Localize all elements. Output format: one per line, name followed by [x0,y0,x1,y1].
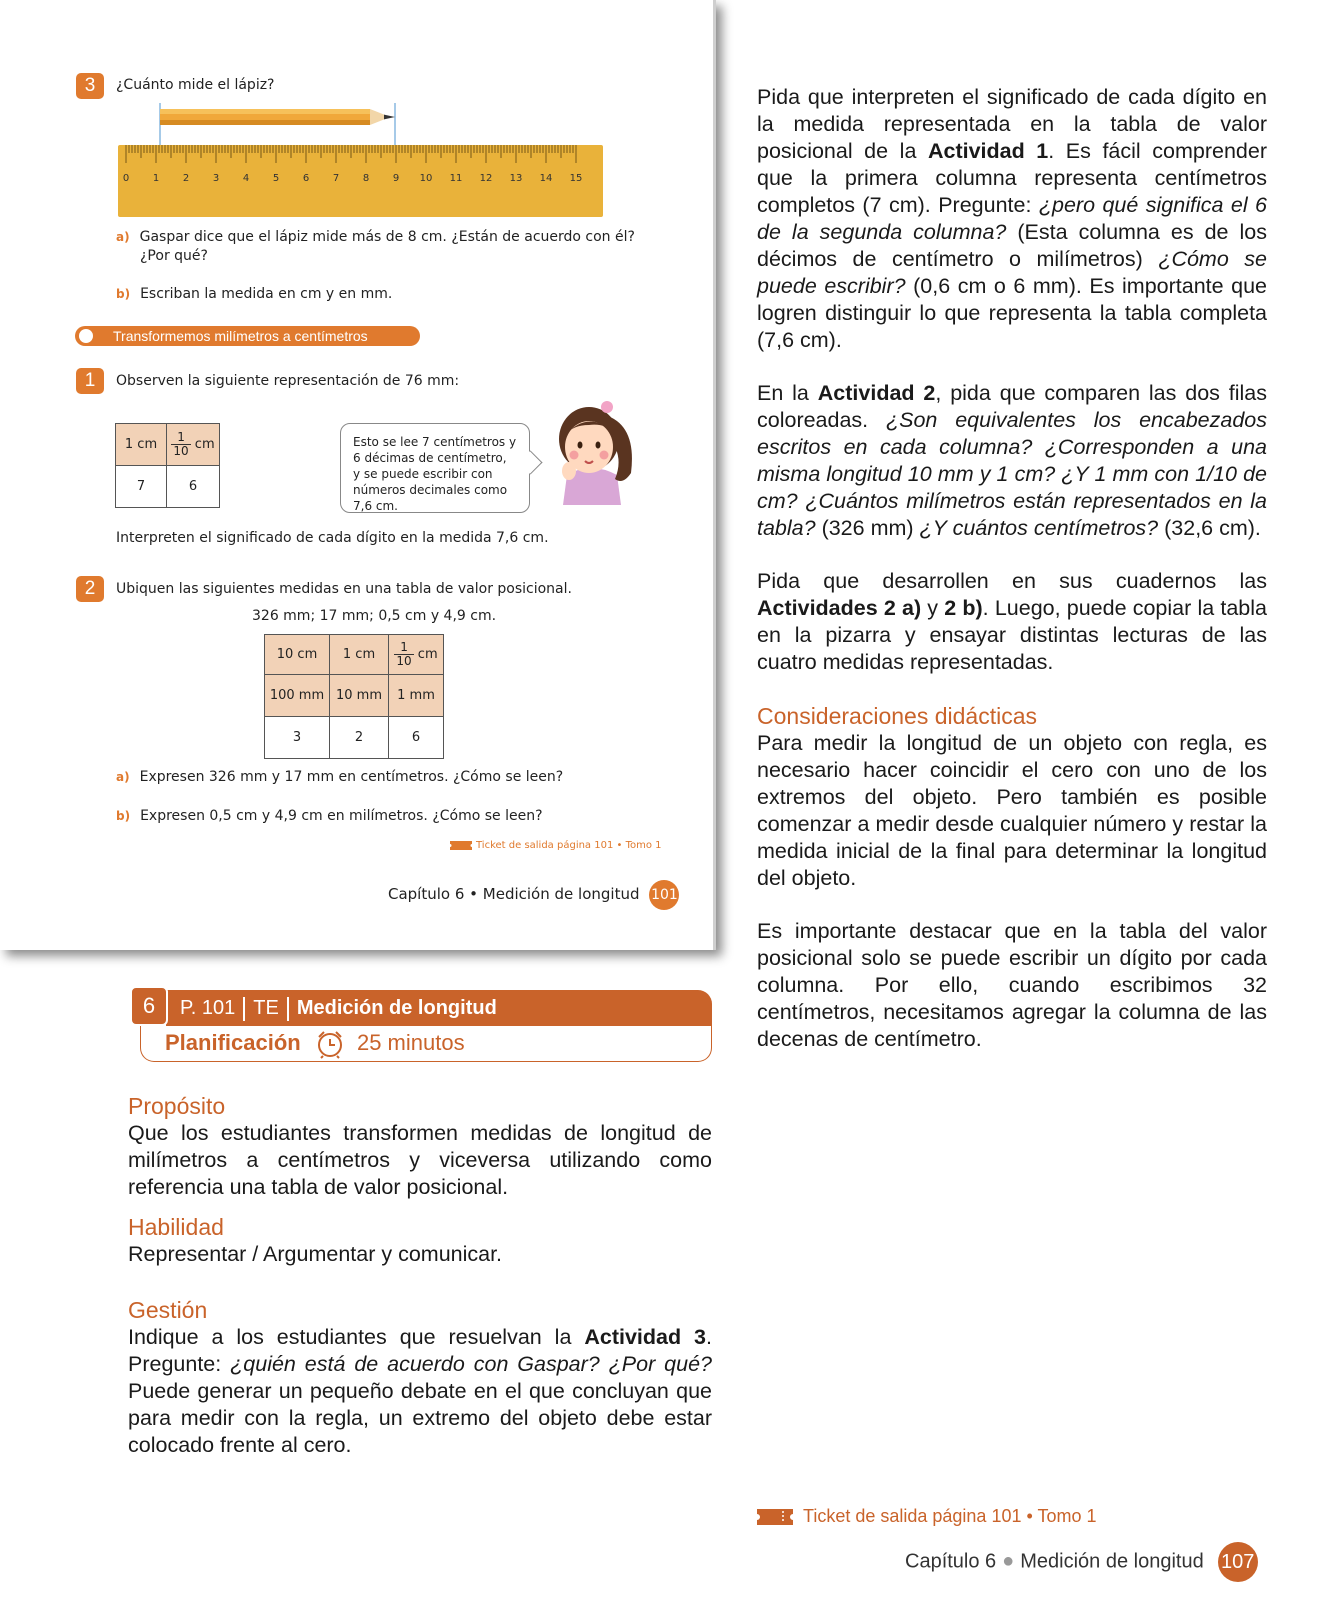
activity-2a-text: Expresen 326 mm y 17 mm en centímetros. ¿Cómo se leen? [139,769,564,785]
text-run: Puede generar un pequeño debate en el que concluyan que para medir con la regla, un extremo del objeto debe estar colocado frente al cero. [128,1379,712,1457]
paragraph-4: Para medir la longitud de un objeto con regla, es necesario hacer coincidir el cero con uno de los extremos del objeto. Pero también es posible comenzar a medir desde cualquier número y restar la medida inicial de la final para determinar la longitud del objeto. [757,731,1267,890]
alarm-clock-icon [315,1029,345,1059]
planning-label: Planificación [165,1030,301,1055]
table-header-cell: 10 cm [265,635,330,675]
paragraph-1 [757,84,1267,354]
table-cell: 6 [389,717,444,759]
speech-bubble: Esto se lee 7 centímetros y 6 décimas de centímetro, y se puede escribir con números decimales como 7,6 cm. [340,423,530,513]
table-header-cell: 1 cm [330,635,389,675]
bullet-icon: ● [1002,1550,1015,1573]
activity-2b-text: Expresen 0,5 cm y 4,9 cm en milímetros. ¿Cómo se leen? [140,808,543,824]
ruler [118,145,603,217]
fraction-unit: cm [194,437,215,452]
bold-run: 2 b) [944,596,983,620]
section-title [75,326,420,346]
table-header-cell: 10 mm [330,675,389,717]
page-number: 107 [1218,1542,1258,1582]
activity-1-badge: 1 [76,368,104,394]
ruler-tick-label: 8 [362,173,370,184]
text-run: . Pregunte: [128,1325,712,1376]
bold-run: Actividad 1 [927,139,1049,163]
bold-run: Actividades 2 a) [757,596,922,620]
gestion-text [128,1324,712,1459]
student-page-thumbnail [0,0,716,950]
ticket-text: Ticket de salida página 101 • Tomo 1 [803,1506,1097,1526]
fraction-denominator: 10 [396,654,412,668]
text-run: (32,6 cm). [1158,516,1261,540]
section-title-text: Transformemos milímetros a centímetros [113,328,368,344]
table-cell: 7 [116,466,167,508]
text-run: . Luego, puede copiar la tabla en la pizarra y ensayar distintas lecturas de las cuatro medidas representadas. [757,596,1267,674]
ruler-tick-label: 7 [332,173,340,184]
italic-run: ¿Y cuántos centímetros? [919,516,1159,540]
table-header-cell: 100 mm [265,675,330,717]
letter-a: a) [116,770,130,784]
activity-3a-text-2: ¿Por qué? [140,248,208,264]
activity-3a [116,229,635,245]
ruler-tick-label: 12 [479,173,493,184]
table-header-cell-fraction [389,635,444,675]
footer-title: Medición de longitud [1020,1550,1204,1573]
ruler-tick-label: 9 [392,173,400,184]
student-page-footer-text: Capítulo 6 • Medición de longitud [388,885,640,903]
paragraph-5: Es importante destacar que en la tabla del valor posicional solo se puede escribir un dígito por cada columna. Por ello, cuando escribimos 32 centímetros, necesitamos agregar la columna de las decenas de centímetro. [757,919,1267,1051]
text-run: Pida que interpreten el significado de cada dígito en la medida representada en la tabla de valor posicional de la [757,85,1267,163]
lesson-header-bar [166,990,712,1026]
ruler-tick-label: 15 [569,173,583,184]
habilidad-text: Representar / Argumentar y comunicar. [128,1242,503,1266]
text-run: y [921,596,945,620]
paragraph-2 [757,380,1267,542]
ruler-tick-label: 10 [419,173,433,184]
activity-3b [116,286,392,302]
page-footer [905,1542,1258,1582]
italic-run: ¿Cómo se puede escribir? [757,247,1268,298]
ruler-tick-label: 3 [212,173,220,184]
text-run: En la [757,381,818,405]
separator [243,997,245,1021]
text-run: (Esta columna es de los décimos de centímetro o milímetros) [757,220,1267,271]
paragraph-3 [757,568,1267,676]
lesson-header [130,986,712,1066]
ticket-small-text: Ticket de salida página 101 • Tomo 1 [476,840,662,851]
table-header-cell-fraction [167,424,220,466]
text-run: Indique a los estudiantes que resuelvan la [128,1325,585,1349]
text-run: . Es fácil comprender que la primera columna representa centímetros completos (7 cm). Pregunte: [757,139,1267,217]
table-cell: 2 [330,717,389,759]
table-header-cell: 1 mm [389,675,444,717]
gestion-heading: Gestión [128,1297,208,1323]
ticket [757,1506,1096,1527]
ruler-tick-label: 5 [272,173,280,184]
student-page-number: 101 [649,880,679,910]
lesson-te: TE [253,997,279,1019]
activity-3a-text: Gaspar dice que el lápiz mide más de 8 cm. ¿Están de acuerdo con él? [139,229,635,245]
table-header-cell: 1 cm [116,424,167,466]
student-page-footer [388,880,679,910]
activity-1-text: Observen la siguiente representación de 76 mm: [116,373,460,389]
girl-illustration [545,395,637,505]
activity-2-text: Ubiquen las siguientes medidas en una tabla de valor posicional. [116,581,572,597]
table-cell: 6 [167,466,220,508]
text-run: , pida que comparen las dos filas coloreadas. [757,381,1268,432]
italic-run: ¿pero qué significa el 6 de la segunda columna? [757,193,1268,244]
italic-run: ¿quién está de acuerdo con Gaspar? ¿Por qué? [230,1352,712,1376]
letter-b: b) [116,809,131,823]
lesson-title: Medición de longitud [296,997,497,1019]
ruler-tick-label: 1 [152,173,160,184]
interpret-text: Interpreten el significado de cada dígito en la medida 7,6 cm. [116,530,549,546]
planning-bar [140,1026,712,1062]
bold-run: Actividad 3 [584,1325,707,1349]
left-column [128,1092,712,1459]
section-dot-icon [79,329,93,343]
value-table-1 [115,423,220,508]
activity-3b-text: Escriban la medida en cm y en mm. [140,286,393,302]
activity-3-question: ¿Cuánto mide el lápiz? [116,77,275,93]
ruler-tick-label: 6 [302,173,310,184]
bold-run: Actividad 2 [817,381,936,405]
ticket-icon [450,841,472,850]
activity-2a [116,769,563,785]
value-table-2 [264,634,444,759]
fraction-unit: cm [417,647,438,662]
text-run: Pida que desarrollen en sus cuadernos las [757,569,1267,593]
proposito-heading: Propósito [128,1093,226,1119]
text-run: (0,6 cm o 6 mm). Es importante que logren distinguir lo que representa la tabla completa (7,6 cm). [757,274,1267,352]
italic-run: ¿Son equivalentes los encabezados escritos en cada columna? ¿Corresponden a una misma longitud 10 mm y 1 cm? ¿Y 1 mm con 1/10 de cm? ¿Cuántos milímetros están representados en la tabla? [757,408,1267,540]
ticket-icon [757,1509,793,1525]
chapter-number: 6 [130,986,168,1026]
habilidad-heading: Habilidad [128,1214,224,1240]
text-run: (326 mm) [815,516,920,540]
activity-2-measures: 326 mm; 17 mm; 0,5 cm y 4,9 cm. [252,608,497,624]
ruler-tick-label: 0 [122,173,130,184]
fraction-numerator: 1 [171,431,190,445]
ruler-tick-label: 14 [539,173,553,184]
duration: 25 minutos [356,1030,465,1055]
proposito-text: Que los estudiantes transformen medidas de longitud de milímetros a centímetros y viceversa utilizando como referencia una tabla de valor posicional. [128,1121,712,1199]
ruler-tick-label: 4 [242,173,250,184]
ruler-tick-label: 13 [509,173,523,184]
fraction-denominator: 10 [173,444,189,458]
fraction-numerator: 1 [394,641,413,655]
activity-2-badge: 2 [76,576,104,602]
ruler-tick-label: 2 [182,173,190,184]
footer-chapter: Capítulo 6 [905,1550,997,1573]
consideraciones-heading: Consideraciones didácticas [757,703,1037,729]
activity-3-badge: 3 [76,73,104,99]
table-cell: 3 [265,717,330,759]
ticket-small [450,840,662,851]
lesson-page: P. 101 [180,997,236,1019]
right-column [757,84,1267,1053]
letter-b: b) [116,287,131,301]
ruler-tick-label: 11 [449,173,463,184]
pencil-illustration [118,103,408,145]
letter-a: a) [116,230,130,244]
separator [287,997,289,1021]
activity-2b [116,808,543,824]
